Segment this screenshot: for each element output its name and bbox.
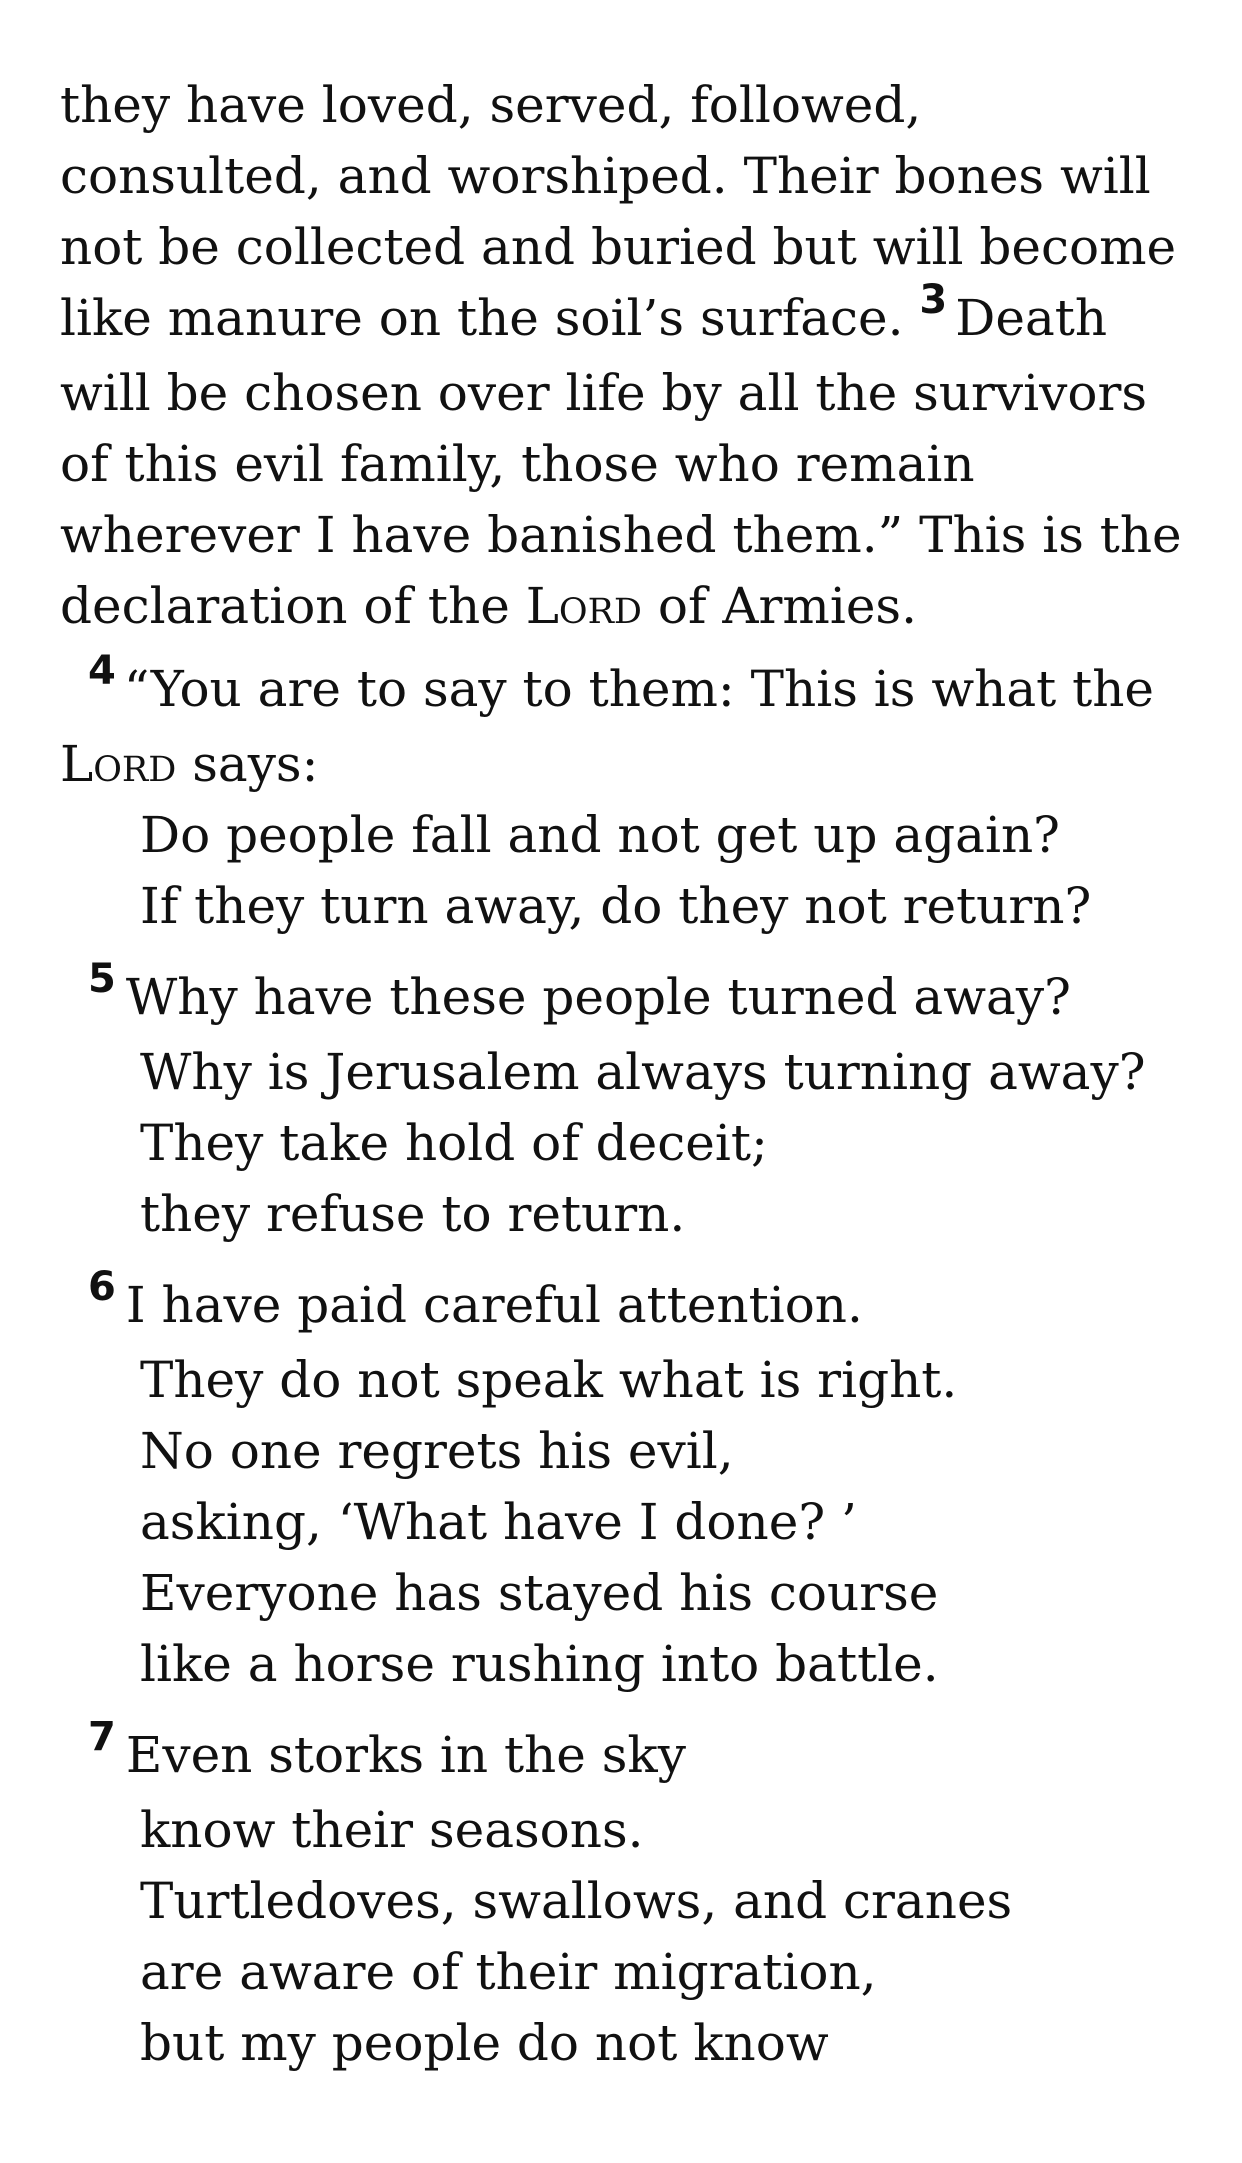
- poetry-line: Everyone has stayed his course: [140, 1564, 939, 1622]
- poetry-first-line: [60, 1714, 1182, 1795]
- verse-5-first-text: Why have these people turned away?: [125, 968, 1071, 1026]
- verse-4-intro: [60, 648, 1182, 800]
- paragraph-verse-2-3: [60, 70, 1182, 642]
- verse-number-7[interactable]: 7: [88, 1714, 116, 1760]
- verse-4-text: “You are to say to them: This is what the: [123, 660, 1154, 718]
- poetry-line: Do people fall and not get up again?: [140, 806, 1060, 864]
- verse-7-first-text: Even storks in the sky: [125, 1726, 686, 1784]
- poetry-line: they refuse to return.: [140, 1185, 686, 1243]
- poetry-first-line: [60, 956, 1182, 1037]
- poetry-line: know their seasons.: [140, 1801, 644, 1859]
- verse-7-poetry: [60, 1714, 1182, 2079]
- poetry-line: are aware of their migration,: [140, 1943, 877, 2001]
- verse-6-poetry: [60, 1264, 1182, 1700]
- paragraph-verse-4: [60, 648, 1182, 800]
- verse-number-4[interactable]: 4: [88, 648, 116, 694]
- poetry-line: If they turn away, do they not return?: [140, 877, 1092, 935]
- verse-4-text-end: says:: [192, 735, 319, 793]
- verse-3-text-end: of Armies.: [657, 577, 917, 635]
- poetry-line: They do not speak what is right.: [140, 1351, 958, 1409]
- prose-paragraph: [60, 70, 1182, 642]
- poetry-line: Why is Jerusalem always turning away?: [140, 1043, 1146, 1101]
- verse-number-6[interactable]: 6: [88, 1264, 116, 1310]
- poetry-line: Turtledoves, swallows, and cranes: [140, 1872, 1013, 1930]
- divine-name-lord: Lord: [525, 577, 642, 635]
- poetry-first-line: [60, 1264, 1182, 1345]
- verse-number-5[interactable]: 5: [88, 956, 116, 1002]
- verse-3-text: Death will be chosen over life by all the survivors of this evil family, those who remain wherever I have banished them.” This is the declaration of the: [60, 289, 1182, 635]
- poetry-line: No one regrets his evil,: [140, 1422, 734, 1480]
- verse-4-poetry: [60, 800, 1182, 942]
- poetry-line: but my people do not know: [140, 2014, 829, 2072]
- verse-6-first-text: I have paid careful attention.: [125, 1276, 863, 1334]
- verse-5-poetry: [60, 956, 1182, 1250]
- poetry-line: like a horse rushing into battle.: [140, 1635, 939, 1693]
- poetry-line: asking, ‘What have I done? ’: [140, 1493, 857, 1551]
- divine-name-lord: Lord: [60, 735, 177, 793]
- poetry-line: They take hold of deceit;: [140, 1114, 768, 1172]
- verse-2-text: they have loved, served, followed, consulted, and worshiped. Their bones will not be collected and buried but will become like manure on the soil’s surface.: [60, 76, 1177, 347]
- verse-number-3[interactable]: 3: [919, 277, 948, 323]
